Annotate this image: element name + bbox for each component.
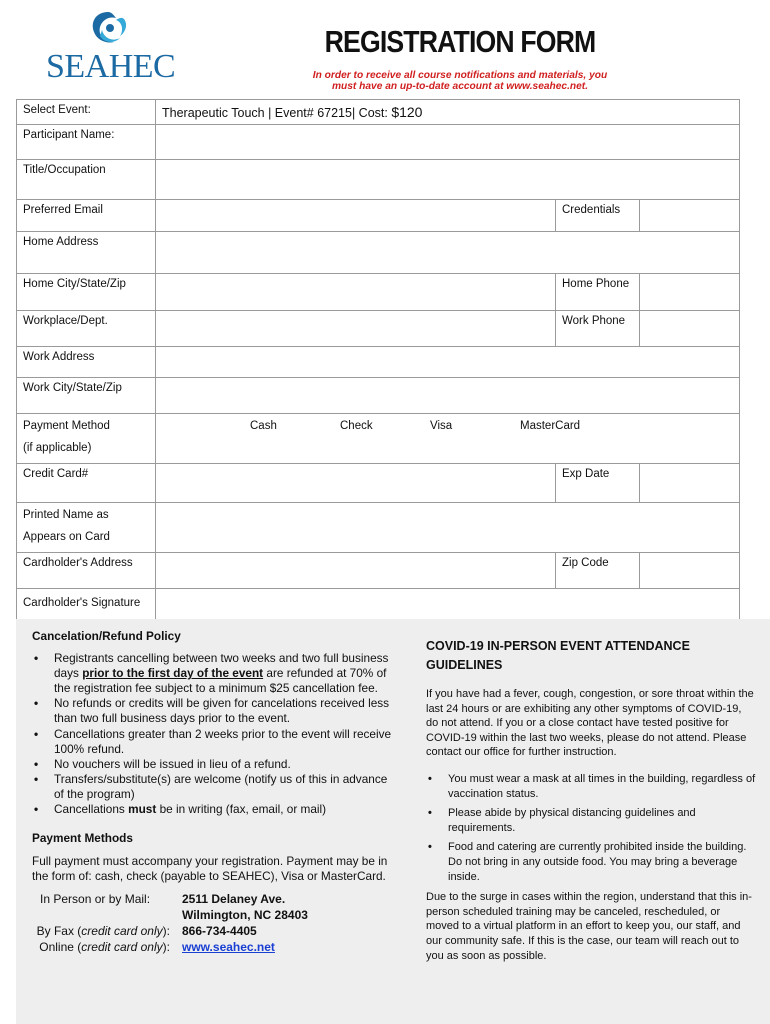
workplace-field[interactable] — [156, 311, 556, 347]
covid-intro: If you have had a fever, cough, congestion, or sore throat within the last 24 hours or are exhibiting any other symptoms of COVID-19, do not attend. If you or a close contact have tested positive for COVID-19 within the last two weeks, please do not attend. Please contact our office for further instruction. — [426, 688, 754, 759]
payment-method-options — [156, 414, 740, 464]
list-item: • No vouchers will be issued in lieu of a refund. — [32, 757, 392, 772]
home-city-field[interactable] — [156, 274, 556, 311]
payment-option-visa[interactable]: Visa — [430, 420, 453, 432]
select-event-label: Select Event: — [17, 100, 156, 125]
policy-column — [32, 629, 392, 955]
exp-date-label: Exp Date — [556, 464, 640, 503]
info-panel — [16, 619, 770, 1024]
wave-icon — [46, 8, 172, 50]
page-title: REGISTRATION FORM — [324, 24, 596, 59]
title-occupation-field[interactable] — [156, 160, 740, 200]
credit-card-label: Credit Card# — [17, 464, 156, 503]
fax-number: 866-734-4405 — [182, 924, 257, 939]
home-city-label: Home City/State/Zip — [17, 274, 156, 311]
home-address-field[interactable] — [156, 232, 740, 274]
list-item: • Cancellations must be in writing (fax, email, or mail) — [32, 802, 392, 817]
zip-code-field[interactable] — [640, 553, 740, 589]
list-item: • Registrants cancelling between two weeks and two full business days prior to the first day of the event are refunded at 70% of the registration fee subject to a minimum $25 cancellation fee. — [32, 651, 392, 696]
work-phone-field[interactable] — [640, 311, 740, 347]
participant-name-field[interactable] — [156, 125, 740, 160]
cancel-policy-heading: Cancelation/Refund Policy — [32, 629, 181, 643]
online-label: Online (credit card only): — [39, 940, 170, 955]
payment-option-mastercard[interactable]: MasterCard — [520, 420, 581, 432]
cardholder-signature-label: Cardholder's Signature — [17, 589, 156, 631]
registration-form-table — [16, 99, 740, 631]
list-item: • Transfers/substitute(s) are welcome (notify us of this in advance of the program) — [32, 772, 392, 802]
payment-option-check[interactable]: Check — [340, 420, 373, 432]
preferred-email-field[interactable] — [156, 200, 556, 232]
list-item: • Cancellations greater than 2 weeks prior to the event will receive 100% refund. — [32, 727, 392, 757]
printed-name-label: Printed Name as Appears on Card — [17, 503, 156, 553]
payment-option-cash[interactable]: Cash — [250, 420, 277, 432]
home-phone-field[interactable] — [640, 274, 740, 311]
work-address-field[interactable] — [156, 347, 740, 378]
contact-info — [32, 891, 392, 955]
credentials-field[interactable] — [640, 200, 740, 232]
covid-heading: COVID-19 IN-PERSON EVENT ATTENDANCE GUIDELINES — [426, 639, 690, 672]
work-address-label: Work Address — [17, 347, 156, 378]
list-item: • No refunds or credits will be given for cancelations received less than two full business days prior to the event. — [32, 696, 392, 726]
covid-closing: Due to the surge in cases within the region, understand that this in-person scheduled training may be canceled, rescheduled, or moved to a virtual platform in an effort to keep you, our staff, and our community safe. If this is the case, our team will reach out to you as soon as possible. — [426, 891, 752, 962]
participant-name-label: Participant Name: — [17, 125, 156, 160]
fax-label: By Fax (credit card only): — [36, 924, 170, 939]
credentials-label: Credentials — [556, 200, 640, 232]
work-phone-label: Work Phone — [556, 311, 640, 347]
mail-label: In Person or by Mail: — [40, 892, 151, 907]
mail-address: 2511 Delaney Ave. Wilmington, NC 28403 — [182, 892, 308, 923]
title-occupation-label: Title/Occupation — [17, 160, 156, 200]
cardholder-address-field[interactable] — [156, 553, 556, 589]
covid-column — [426, 637, 756, 963]
payment-methods-text: Full payment must accompany your registration. Payment may be in the form of: cash, check (payable to SEAHEC), Visa or MasterCard. — [32, 854, 388, 884]
printed-name-field[interactable] — [156, 503, 740, 553]
payment-method-label: Payment Method (if applicable) — [17, 414, 156, 464]
website-link[interactable]: www.seahec.net — [182, 940, 275, 955]
list-item: • Food and catering are currently prohibited inside the building. Do not bring in any outside food. You may bring a beverage inside. — [426, 840, 756, 884]
work-city-field[interactable] — [156, 378, 740, 414]
payment-methods-heading: Payment Methods — [32, 831, 133, 846]
seahec-logo — [46, 8, 176, 85]
covid-list — [426, 772, 756, 884]
cancel-policy-list — [32, 651, 392, 817]
workplace-label: Workplace/Dept. — [17, 311, 156, 347]
list-item: • You must wear a mask at all times in the building, regardless of vaccination status. — [426, 772, 756, 801]
home-address-label: Home Address — [17, 232, 156, 274]
credit-card-field[interactable] — [156, 464, 556, 503]
zip-code-label: Zip Code — [556, 553, 640, 589]
logo-wordmark: SEAHEC — [46, 48, 176, 85]
home-phone-label: Home Phone — [556, 274, 640, 311]
work-city-label: Work City/State/Zip — [17, 378, 156, 414]
list-item: • Please abide by physical distancing guidelines and requirements. — [426, 806, 756, 835]
select-event-field[interactable]: Therapeutic Touch | Event# 67215| Cost: $120 — [156, 100, 740, 125]
preferred-email-label: Preferred Email — [17, 200, 156, 232]
exp-date-field[interactable] — [640, 464, 740, 503]
cardholder-address-label: Cardholder's Address — [17, 553, 156, 589]
account-notice: In order to receive all course notifications and materials, you must have an up-to-date account at www.seahec.net. — [312, 70, 608, 92]
